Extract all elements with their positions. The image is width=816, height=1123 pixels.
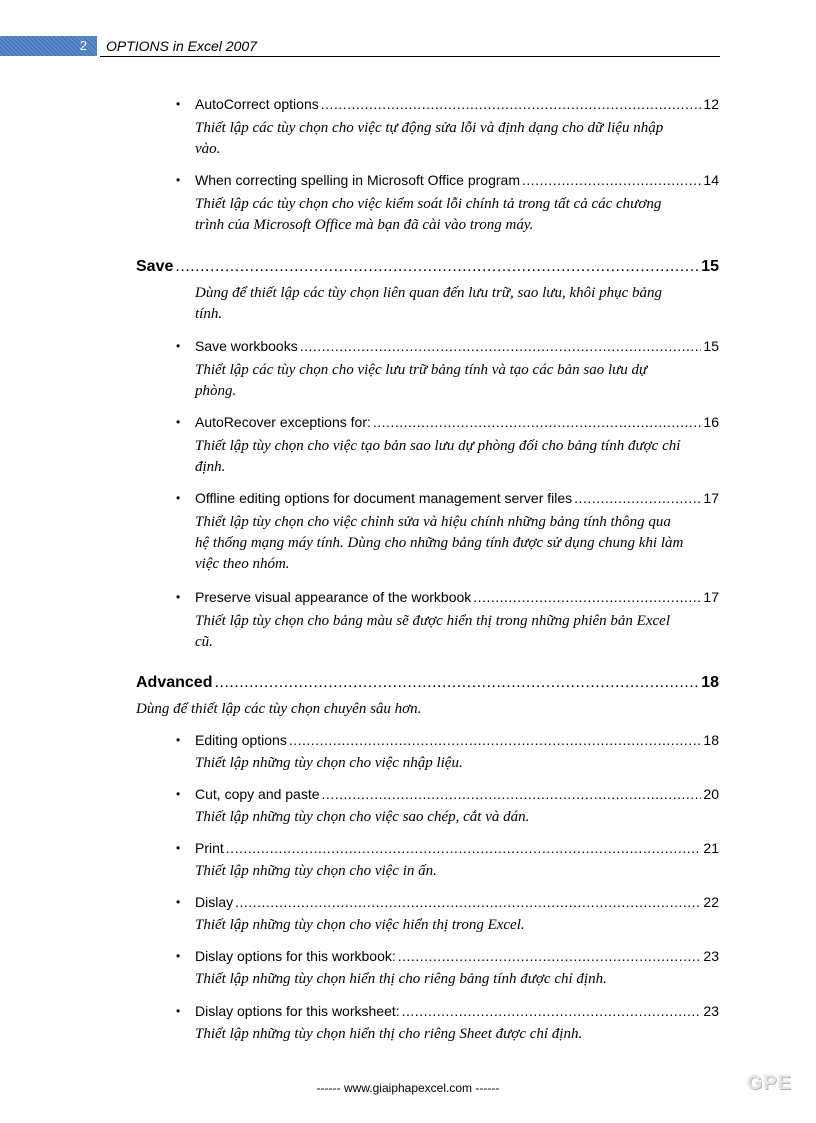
toc-entry-page: 16 (703, 414, 719, 430)
bullet-icon: • (176, 733, 181, 747)
header-title: OPTIONS in Excel 2007 (106, 38, 257, 54)
bullet-icon: • (176, 415, 181, 429)
toc-entry-description: Thiết lập những tùy chọn cho việc sao chép, cắt và dán. (195, 809, 530, 825)
footer-website: ------ www.giaiphapexcel.com ------ (316, 1081, 500, 1095)
toc-entry-label: AutoCorrect options (195, 96, 319, 112)
toc-section-page: 18 (701, 674, 719, 691)
toc-entry-offline-editing[interactable] (176, 489, 719, 507)
dot-leader (175, 257, 699, 277)
toc-entry-cut-copy-paste[interactable] (176, 785, 719, 803)
bullet-icon: • (176, 1004, 181, 1018)
bullet-icon: • (176, 949, 181, 963)
dot-leader (522, 171, 701, 189)
toc-entry-page: 20 (703, 786, 719, 802)
toc-entry-description: Thiết lập những tùy chọn hiển thị cho riêng Sheet được chỉ định. (195, 1026, 583, 1042)
gpe-logo: GPE (746, 1072, 792, 1094)
dot-leader (226, 839, 702, 857)
dot-leader (235, 893, 701, 911)
dot-leader (300, 337, 702, 355)
dot-leader (473, 588, 701, 606)
toc-entry-label: When correcting spelling in Microsoft Office program (195, 172, 520, 188)
dot-leader (574, 489, 701, 507)
dot-leader (398, 947, 702, 965)
toc-entry-page: 18 (703, 732, 719, 748)
toc-entry-label: Cut, copy and paste (195, 786, 320, 802)
toc-section-page: 15 (701, 258, 719, 275)
dot-leader (289, 731, 702, 749)
toc-entry-correcting-spelling[interactable] (176, 171, 719, 189)
toc-entry-page: 12 (703, 96, 719, 112)
toc-entry-print[interactable] (176, 839, 719, 857)
toc-entry-save-workbooks[interactable] (176, 337, 719, 355)
page-header (0, 36, 720, 58)
bullet-icon: • (176, 895, 181, 909)
toc-section-save[interactable] (136, 257, 719, 277)
toc-entry-label: Save workbooks (195, 338, 298, 354)
bullet-icon: • (176, 787, 181, 801)
bullet-icon: • (176, 491, 181, 505)
toc-entry-description: Thiết lập tùy chọn cho việc tạo bản sao lưu dự phòng đối cho bảng tính được chỉ định. (195, 438, 681, 475)
toc-section-label: Advanced (136, 674, 213, 691)
toc-section-advanced[interactable] (136, 673, 719, 693)
toc-entry-description: Thiết lập những tùy chọn cho việc in ấn. (195, 863, 437, 879)
page-number-badge: 2 (0, 36, 97, 56)
dot-leader (214, 673, 699, 693)
toc-entry-page: 21 (703, 840, 719, 856)
bullet-icon: • (176, 97, 181, 111)
toc-entry-dislay-worksheet[interactable] (176, 1002, 719, 1020)
toc-entry-autocorrect-options[interactable] (176, 95, 719, 113)
toc-entry-description: Thiết lập những tùy chọn hiển thị cho riêng bảng tính được chỉ định. (195, 971, 607, 987)
dot-leader (321, 95, 702, 113)
toc-entry-label: Dislay options for this workbook: (195, 948, 396, 964)
toc-entry-description: Thiết lập những tùy chọn cho việc nhập liệu. (195, 755, 463, 771)
toc-entry-label: Offline editing options for document management server files (195, 490, 573, 506)
toc-entry-page: 23 (703, 948, 719, 964)
toc-entry-page: 23 (703, 1003, 719, 1019)
toc-entry-description: Thiết lập những tùy chọn cho việc hiển thị trong Excel. (195, 917, 525, 933)
bullet-icon: • (176, 841, 181, 855)
toc-entry-dislay-workbook[interactable] (176, 947, 719, 965)
toc-entry-description: Thiết lập tùy chọn cho bảng màu sẽ được hiển thị trong những phiên bản Excel cũ. (195, 613, 670, 650)
toc-entry-page: 22 (703, 894, 719, 910)
toc-entry-description: Thiết lập tùy chọn cho việc chỉnh sửa và hiệu chính những bảng tính thông qua hệ thống mạng máy tính. Dùng cho những bảng tính được sử dụng chung khi làm việc theo nhóm. (195, 514, 684, 572)
toc-entry-label: AutoRecover exceptions for: (195, 414, 371, 430)
toc-entry-page: 17 (703, 589, 719, 605)
toc-entry-dislay[interactable] (176, 893, 719, 911)
toc-entry-editing-options[interactable] (176, 731, 719, 749)
dot-leader (322, 785, 702, 803)
header-rule (100, 56, 720, 57)
toc-section-description: Dùng để thiết lập các tùy chọn chuyên sâu hơn. (136, 701, 422, 717)
toc-entry-description: Thiết lập các tùy chọn cho việc tự động sửa lỗi và định dạng cho dữ liệu nhập vào. (195, 120, 664, 157)
toc-entry-label: Editing options (195, 732, 287, 748)
bullet-icon: • (176, 339, 181, 353)
toc-entry-autorecover-exceptions[interactable] (176, 413, 719, 431)
toc-entry-page: 17 (703, 490, 719, 506)
toc-entry-label: Dislay (195, 894, 234, 910)
toc-entry-page: 15 (703, 338, 719, 354)
toc-entry-label: Print (195, 840, 224, 856)
toc-entry-description: Thiết lập các tùy chọn cho việc lưu trữ bảng tính và tạo các bản sao lưu dự phòng. (195, 362, 648, 399)
dot-leader (402, 1002, 702, 1020)
bullet-icon: • (176, 173, 181, 187)
toc-entry-preserve-visual[interactable] (176, 588, 719, 606)
toc-section-label: Save (136, 258, 174, 275)
toc-entry-label: Preserve visual appearance of the workbook (195, 589, 472, 605)
dot-leader (373, 413, 702, 431)
toc-entry-description: Thiết lập các tùy chọn cho việc kiểm soát lỗi chính tả trong tất cả các chương trình của Microsoft Office mà bạn đã cài vào trong máy. (195, 196, 662, 233)
bullet-icon: • (176, 590, 181, 604)
toc-section-description: Dùng để thiết lập các tùy chọn liên quan đến lưu trữ, sao lưu, khôi phục bảng tính. (195, 285, 662, 322)
toc-entry-label: Dislay options for this worksheet: (195, 1003, 400, 1019)
toc-entry-page: 14 (703, 172, 719, 188)
